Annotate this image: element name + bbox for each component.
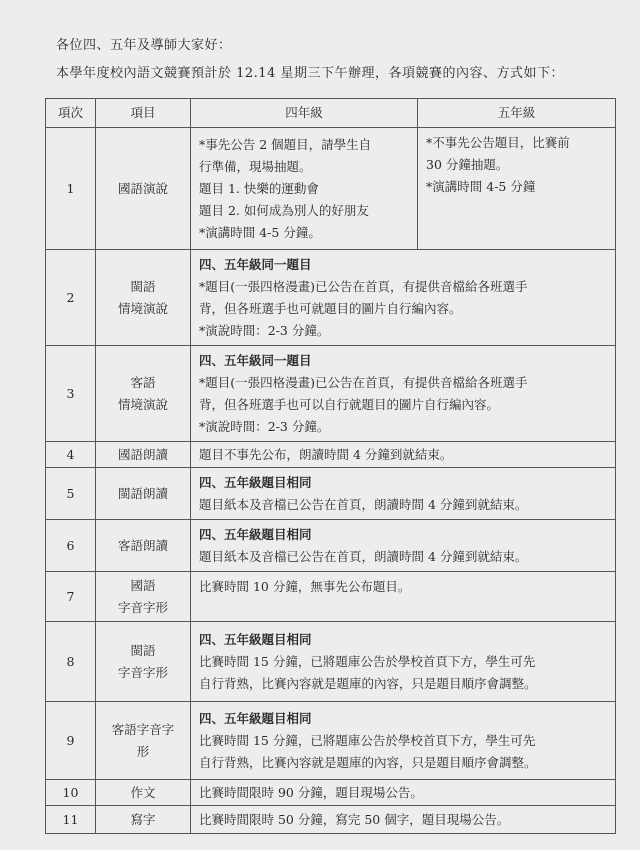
row-content: 四、五年級題目相同 題目紙本及音檔已公告在首頁，朗讀時間 4 分鐘到就結束。 xyxy=(191,468,616,520)
row-content: 四、五年級題目相同 比賽時間 15 分鐘，已將題庫公告於學校首頁下方，學生可先 自行背熟，比賽內容就是題庫的內容，只是題目順序會調整。 xyxy=(191,702,616,780)
row-number: 7 xyxy=(46,572,96,622)
table-row xyxy=(46,346,616,442)
table-row xyxy=(46,780,616,806)
row-item: 閩語朗讀 xyxy=(96,468,191,520)
row-number: 2 xyxy=(46,250,96,346)
row-item: 客語字音字 形 xyxy=(96,702,191,780)
competition-table xyxy=(45,98,616,834)
row-item: 寫字 xyxy=(96,806,191,834)
table-row xyxy=(46,702,616,780)
table-row xyxy=(46,468,616,520)
row-item: 國語 字音字形 xyxy=(96,572,191,622)
row-item: 閩語 情境演說 xyxy=(96,250,191,346)
row-grade5-content: *不事先公告題目，比賽前 30 分鐘抽題。 *演講時間 4-5 分鐘 xyxy=(418,128,616,250)
row-number: 11 xyxy=(46,806,96,834)
row-number: 3 xyxy=(46,346,96,442)
row-item: 國語演說 xyxy=(96,128,191,250)
row-number: 9 xyxy=(46,702,96,780)
row-item: 客語朗讀 xyxy=(96,520,191,572)
row-number: 1 xyxy=(46,128,96,250)
header-grade4: 四年級 xyxy=(191,99,418,128)
row-content: 四、五年級同一題目 *題目(一張四格漫畫)已公告在首頁，有提供音檔給各班選手 背，但各班選手也可以自行就題目的圖片自行編內容。 *演說時間：2-3 分鐘。 xyxy=(191,346,616,442)
table-row xyxy=(46,250,616,346)
table-row xyxy=(46,128,616,250)
header-item: 項目 xyxy=(96,99,191,128)
row-content: 比賽時間 10 分鐘，無事先公布題目。 xyxy=(191,572,616,622)
header-no: 項次 xyxy=(46,99,96,128)
row-item: 閩語 字音字形 xyxy=(96,622,191,702)
row-number: 4 xyxy=(46,442,96,468)
table-row xyxy=(46,442,616,468)
row-content: 題目不事先公布，朗讀時間 4 分鐘到就結束。 xyxy=(191,442,616,468)
table-row xyxy=(46,520,616,572)
row-number: 10 xyxy=(46,780,96,806)
row-number: 8 xyxy=(46,622,96,702)
row-number: 5 xyxy=(46,468,96,520)
table-header-row xyxy=(46,99,616,128)
row-content: 比賽時間限時 50 分鐘，寫完 50 個字，題目現場公告。 xyxy=(191,806,616,834)
row-number: 6 xyxy=(46,520,96,572)
row-content: 比賽時間限時 90 分鐘，題目現場公告。 xyxy=(191,780,616,806)
row-grade4-content: *事先公告 2 個題目，請學生自 行準備，現場抽題。 題目 1. 快樂的運動會 題目 2. 如何成為別人的好朋友 *演講時間 4-5 分鐘。 xyxy=(191,128,418,250)
table-row xyxy=(46,572,616,622)
row-item: 客語 情境演說 xyxy=(96,346,191,442)
row-content: 四、五年級題目相同 比賽時間 15 分鐘，已將題庫公告於學校首頁下方，學生可先 自行背熟，比賽內容就是題庫的內容，只是題目順序會調整。 xyxy=(191,622,616,702)
header-grade5: 五年級 xyxy=(418,99,616,128)
greeting-line: 各位四、五年及導師大家好： xyxy=(56,38,232,53)
table-row xyxy=(46,622,616,702)
row-item: 國語朗讀 xyxy=(96,442,191,468)
row-item: 作文 xyxy=(96,780,191,806)
table-row xyxy=(46,806,616,834)
announcement-line: 本學年度校內語文競賽預計於 12.14 星期三下午辦理，各項競賽的內容、方式如下： xyxy=(56,66,564,81)
row-content: 四、五年級題目相同 題目紙本及音檔已公告在首頁，朗讀時間 4 分鐘到就結束。 xyxy=(191,520,616,572)
row-content: 四、五年級同一題目 *題目(一張四格漫畫)已公告在首頁，有提供音檔給各班選手 背，但各班選手也可就題目的圖片自行編內容。 *演說時間：2-3 分鐘。 xyxy=(191,250,616,346)
